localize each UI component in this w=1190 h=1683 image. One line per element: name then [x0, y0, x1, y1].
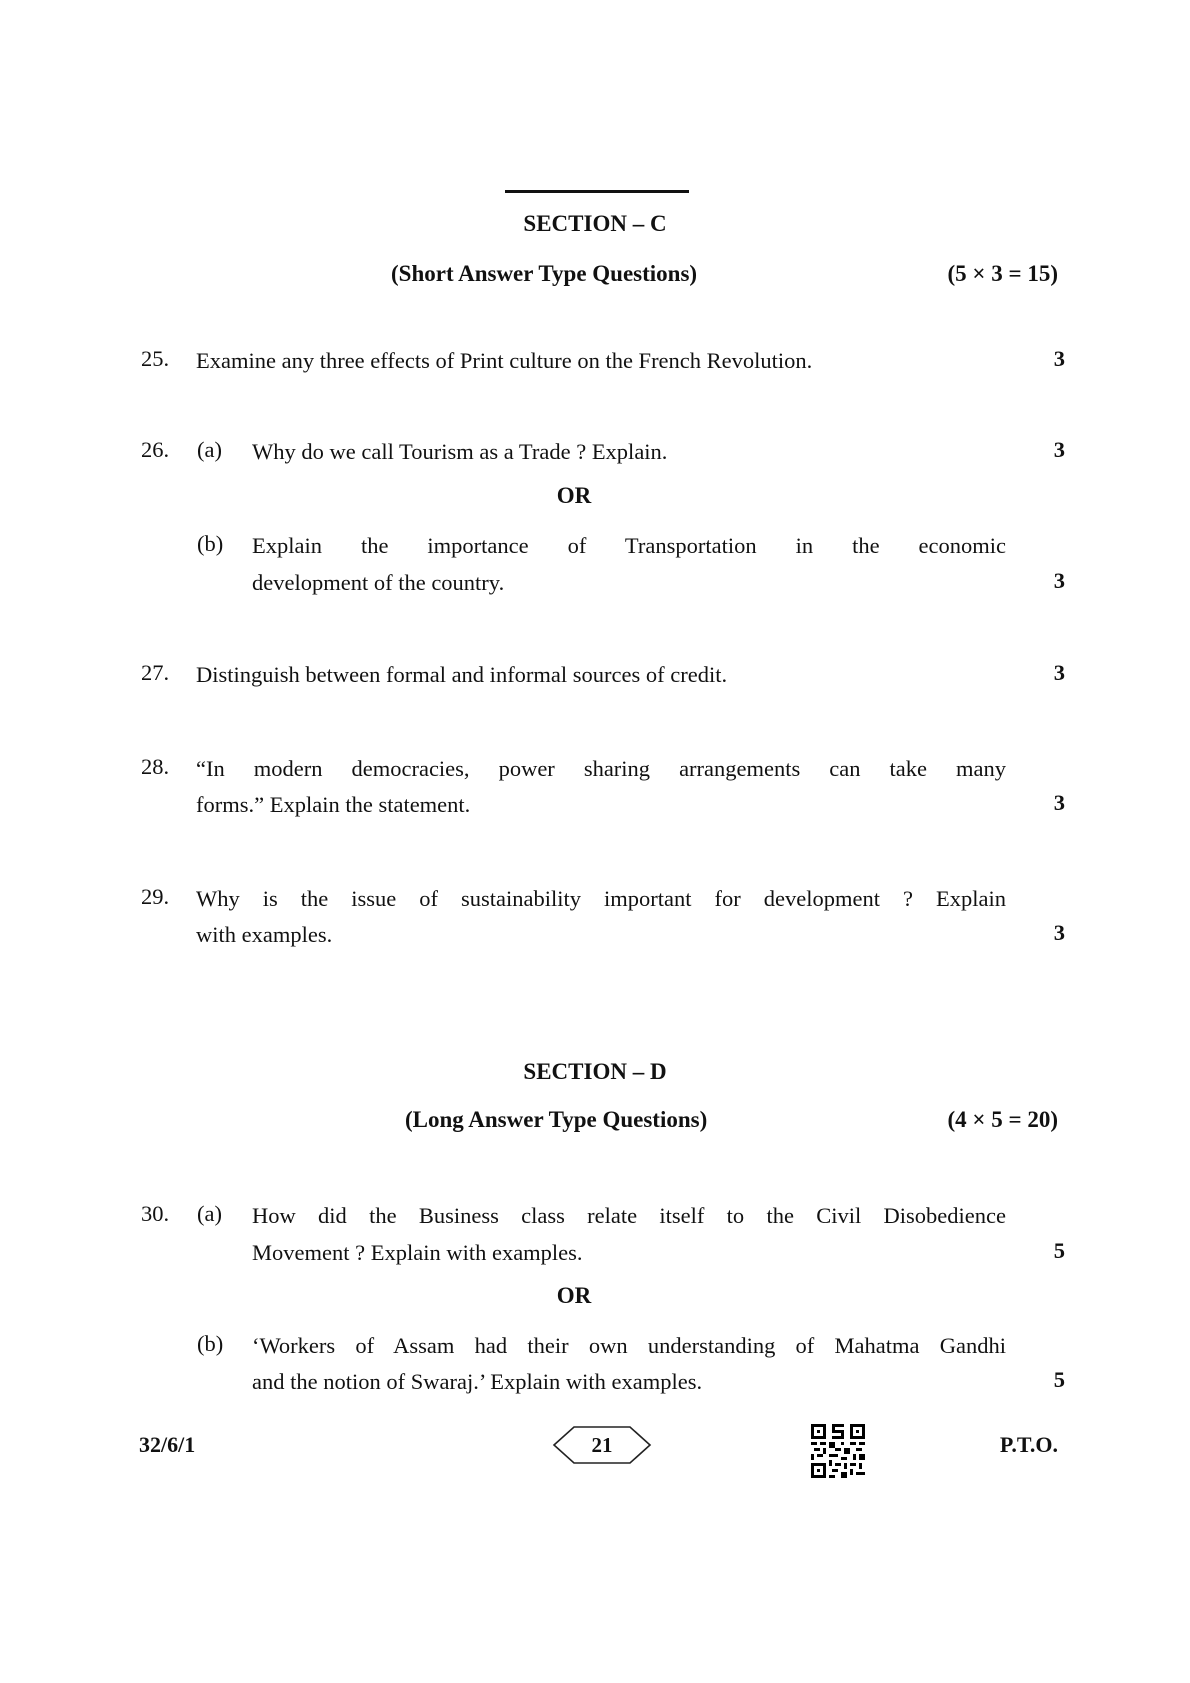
question-number: 28.: [141, 754, 170, 779]
question-number: 25.: [141, 346, 170, 371]
question-marks: 3: [1053, 920, 1065, 945]
page-number: 21: [591, 1433, 613, 1457]
question-text-line-1: “In modern democracies, power sharing arrangements can take many: [196, 756, 1006, 781]
part-a-text-line-1: How did the Business class relate itself to the Civil Disobedience: [252, 1203, 1006, 1228]
question-text: Distinguish between formal and informal sources of credit.: [196, 662, 728, 687]
part-label: (a): [197, 437, 222, 462]
part-a-text: Why do we call Tourism as a Trade ? Explain.: [252, 439, 668, 464]
question-number: 27.: [141, 660, 170, 685]
please-turn-over: P.T.O.: [999, 1432, 1058, 1457]
section-c-marks-scheme: (5 × 3 = 15): [947, 261, 1058, 286]
question-number: 30.: [141, 1201, 170, 1226]
page-number-badge: [552, 1425, 652, 1465]
section-d-subtitle: (Long Answer Type Questions): [405, 1107, 708, 1132]
section-d-marks-scheme: (4 × 5 = 20): [947, 1107, 1058, 1132]
section-c-subtitle: (Short Answer Type Questions): [391, 261, 698, 286]
question-text-line-1: Why is the issue of sustainability important for development ? Explain: [196, 886, 1006, 911]
part-b-text-line-1: ‘Workers of Assam had their own understanding of Mahatma Gandhi: [252, 1333, 1006, 1358]
part-b-marks: 5: [1053, 1367, 1065, 1392]
paper-code: 32/6/1: [139, 1432, 196, 1457]
part-a-text-line-2: Movement ? Explain with examples.: [252, 1240, 583, 1265]
or-separator: OR: [556, 483, 592, 508]
part-label: (b): [197, 1331, 224, 1356]
part-label: (b): [197, 531, 224, 556]
or-separator: OR: [556, 1283, 592, 1308]
question-number: 26.: [141, 437, 170, 462]
question-text-line-2: forms.” Explain the statement.: [196, 792, 471, 817]
qr-code-icon: [811, 1424, 865, 1478]
part-b-text-line-2: development of the country.: [252, 570, 505, 595]
question-text-line-2: with examples.: [196, 922, 333, 947]
part-b-text-line-2: and the notion of Swaraj.’ Explain with examples.: [252, 1369, 703, 1394]
question-marks: 3: [1053, 790, 1065, 815]
question-text: Examine any three effects of Print culture on the French Revolution.: [196, 348, 813, 373]
part-label: (a): [197, 1201, 222, 1226]
question-marks: 3: [1053, 346, 1065, 371]
part-b-text-line-1: Explain the importance of Transportation in the economic: [252, 533, 1006, 558]
question-marks: 3: [1053, 660, 1065, 685]
part-a-marks: 3: [1053, 437, 1065, 462]
section-divider-rule: [505, 190, 689, 193]
part-a-marks: 5: [1053, 1238, 1065, 1263]
section-c-title: SECTION – C: [523, 211, 667, 236]
section-d-title: SECTION – D: [523, 1059, 667, 1084]
question-number: 29.: [141, 884, 170, 909]
part-b-marks: 3: [1053, 568, 1065, 593]
